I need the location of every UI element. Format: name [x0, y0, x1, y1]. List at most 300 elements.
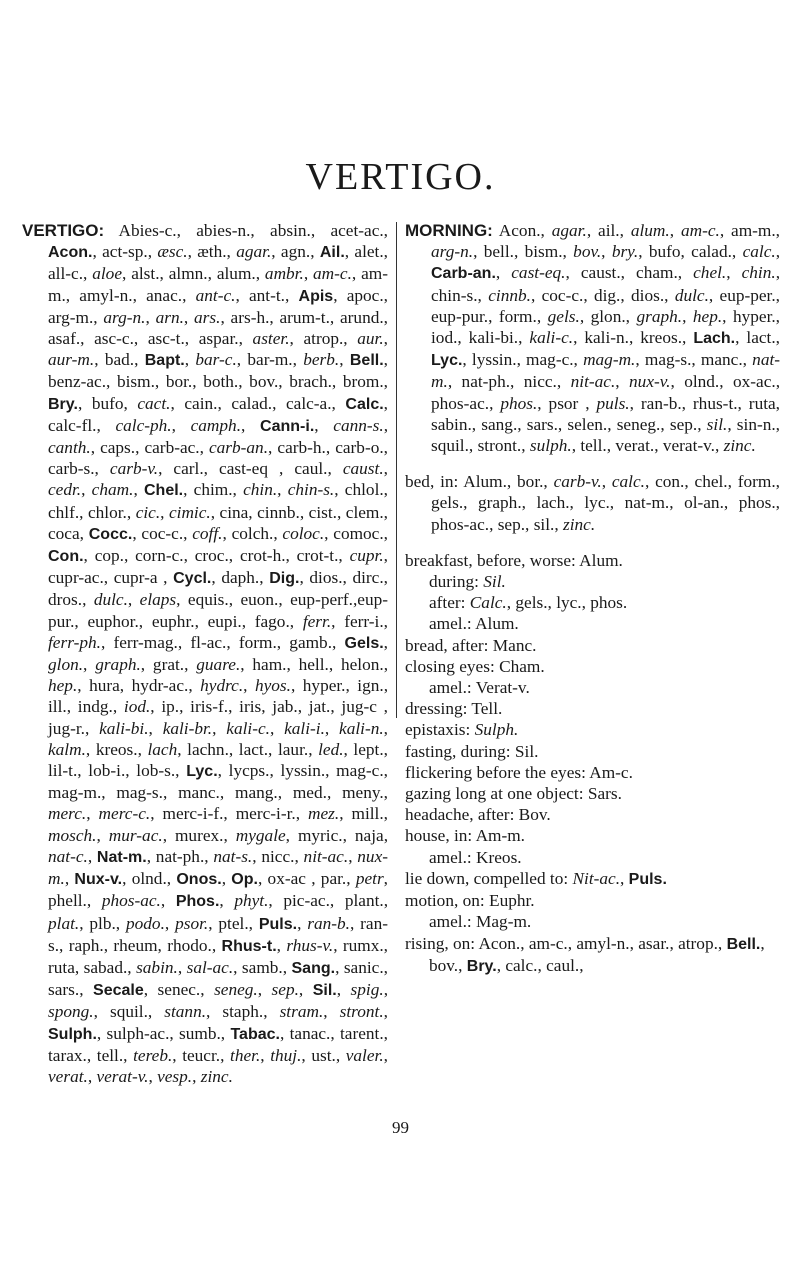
remedy-italic: carb-v.: [553, 472, 602, 492]
text-run: rising, on: Acon., am-c., amyl-n., asar., atrop.,: [405, 933, 727, 953]
remedy-bold: Chel.: [143, 482, 184, 500]
text-run: closing eyes: Cham.: [405, 656, 545, 676]
remedy-italic: aur-m.: [48, 350, 95, 370]
remedy-italic: calc.: [611, 472, 645, 492]
remedy-italic: nat-c.: [48, 846, 88, 866]
remedy-italic: sil.: [706, 414, 728, 434]
remedy-italic: kali-bi.: [99, 718, 149, 738]
remedy-italic: mag-m.: [583, 350, 636, 370]
remedy-bold: Sang.: [291, 959, 336, 977]
text-run: , ox-ac , par.,: [257, 869, 356, 889]
remedy-italic: chin.: [741, 263, 776, 283]
text-run: , lachn., lact., laur.,: [177, 739, 319, 759]
remedy-italic: bar-c.: [195, 350, 237, 370]
remedy-italic: am-c.: [313, 264, 352, 284]
text-run: ,: [221, 869, 232, 889]
text-run: , teucr.,: [172, 1045, 231, 1065]
text-run: , glon.,: [579, 306, 637, 326]
text-run: ,: [148, 1066, 158, 1086]
text-run: ,: [241, 415, 261, 435]
text-run: , hyper., iod., kali-bi.,: [431, 306, 781, 348]
remedy-italic: sal-ac.: [186, 957, 234, 977]
text-run: , calc., caul.,: [496, 955, 584, 975]
text-run: ,: [81, 480, 92, 500]
remedy-italic: Sil.: [483, 572, 506, 592]
text-run: , chlol., chlf., chlor.,: [48, 480, 389, 522]
remedy-italic: ferr.: [302, 611, 332, 631]
remedy-italic: kali-c.: [529, 328, 574, 348]
sub-rubric: [405, 804, 780, 825]
text-run: ,: [383, 718, 388, 738]
remedy-bold: Cann-i.: [260, 417, 315, 435]
remedy-italic: ran-b.: [307, 913, 350, 933]
remedy-italic: carb-an.: [208, 438, 269, 458]
text-run: ,: [164, 913, 176, 933]
text-run: , act-sp.,: [92, 242, 158, 262]
text-run: ,: [323, 1002, 340, 1022]
remedy-italic: ars.: [194, 307, 221, 327]
remedy-italic: Calc.: [469, 593, 507, 613]
sub-rubric: [405, 933, 780, 977]
text-run: ,: [495, 263, 512, 283]
remedy-italic: psor.: [175, 913, 209, 933]
text-run: , lycps., lyssin., mag-c., mag-m., mag-s., manc., mang., med., meny.,: [48, 761, 388, 803]
text-run: , comoc.,: [324, 523, 388, 543]
text-run: , plb.,: [79, 913, 126, 933]
text-run: , ham., hell., helon.,: [240, 655, 389, 675]
remedy-italic: mygale: [235, 825, 286, 845]
text-run: , daph.,: [211, 568, 270, 588]
text-run: , mill.,: [339, 804, 388, 824]
remedy-italic: stront.: [339, 1002, 384, 1022]
remedy-italic: mez.: [308, 804, 340, 824]
remedy-italic: kali-br.: [162, 718, 213, 738]
text-run: fasting, during: Sil.: [405, 741, 539, 761]
remedy-italic: verat.: [48, 1066, 88, 1086]
remedy-italic: nux-v.: [629, 372, 671, 392]
text-run: ,: [339, 350, 350, 370]
remedy-italic: hydrc.: [200, 676, 244, 696]
text-run: , alet., all-c.,: [48, 242, 389, 284]
remedy-bold: Cycl.: [173, 570, 212, 588]
text-run: , am-m., amyl-n., anac.,: [48, 264, 388, 305]
remedy-italic: valer.: [345, 1045, 384, 1065]
sub-rubric: [405, 656, 780, 677]
text-run: ,: [383, 459, 388, 479]
text-run: , æth.,: [187, 242, 237, 262]
remedy-italic: kali-c.: [226, 718, 270, 738]
text-run: dressing: Tell.: [405, 699, 503, 719]
remedy-italic: cimic.: [168, 502, 211, 522]
remedy-italic: hyos.: [254, 676, 291, 696]
remedy-italic: phyt.: [234, 891, 269, 911]
text-run: ,: [324, 718, 340, 738]
remedy-italic: merc-c.: [98, 804, 151, 824]
remedy-bold: Sulph.: [48, 1025, 97, 1043]
text-run: ,: [314, 415, 334, 435]
text-run: Acon.,: [492, 221, 552, 240]
rubric-heading: MORNING:: [405, 221, 493, 240]
remedy-italic: am-c.: [680, 221, 720, 240]
text-run: , psor ,: [537, 393, 597, 413]
remedy-italic: chin.: [243, 480, 278, 500]
text-run: ,: [160, 891, 176, 911]
sub-rubric: [405, 550, 780, 571]
remedy-italic: verat-v.: [96, 1066, 149, 1086]
text-run: bread, after: Manc.: [405, 635, 537, 655]
text-run: ,: [601, 472, 612, 492]
remedy-bold: Puls.: [628, 870, 667, 888]
remedy-italic: chel.: [693, 263, 727, 283]
text-run: Alum., bor.,: [458, 472, 554, 492]
remedy-italic: merc.: [48, 804, 87, 824]
remedy-italic: guare.: [196, 655, 241, 675]
text-run: during:: [429, 572, 484, 592]
remedy-italic: cupr.: [349, 546, 384, 566]
remedy-italic: dulc.: [674, 285, 709, 305]
remedy-italic: ther.: [230, 1045, 261, 1065]
remedy-italic: cann-s.: [333, 415, 384, 435]
text-run: , bar-m.,: [236, 350, 304, 370]
text-run: , nat-ph.,: [146, 846, 214, 866]
text-run: after:: [429, 593, 470, 613]
text-run: ,: [726, 263, 742, 283]
text-run: , chim.,: [183, 480, 244, 500]
text-run: , lyssin., mag-c.,: [462, 350, 584, 370]
remedy-bold: Ail.: [319, 244, 345, 262]
text-run: , ust.,: [301, 1045, 346, 1065]
remedy-italic: mosch.: [48, 825, 97, 845]
remedy-bold: Lyc.: [186, 763, 218, 781]
remedy-italic: agar.: [236, 242, 272, 262]
remedy-italic: nux-m.: [48, 846, 388, 889]
remedy-italic: lach: [147, 739, 178, 759]
text-run: ,: [297, 913, 308, 933]
remedy-bold: Lach.: [693, 330, 736, 348]
sub-rubric: [405, 762, 780, 783]
text-run: ,: [87, 1066, 97, 1086]
text-run: headache, after: Bov.: [405, 805, 551, 825]
remedy-italic: nat-s.: [213, 846, 253, 866]
text-run: ,: [383, 980, 389, 1000]
text-run: , coc-c., dig., dios.,: [530, 285, 675, 305]
text-run: , colch.,: [222, 523, 283, 543]
text-run: ,: [192, 1066, 201, 1086]
remedy-italic: ferr-ph.: [48, 632, 101, 652]
remedy-italic: graph.: [636, 306, 683, 326]
text-run: ,: [615, 372, 630, 392]
text-run: ,: [212, 718, 227, 738]
remedy-bold: Bell.: [349, 352, 384, 370]
text-run: ,: [276, 935, 287, 955]
rubric-heading: bed, in:: [405, 472, 459, 492]
remedy-italic: canth.: [48, 438, 91, 458]
sub-rubric: [405, 635, 780, 656]
text-run: ,: [171, 415, 191, 435]
text-run: , merc-i-f., merc-i-r.,: [150, 804, 308, 824]
text-run: breakfast, before, worse: Alum.: [405, 550, 623, 570]
remedy-italic: tereb.: [133, 1045, 173, 1065]
remedy-bold: Puls.: [258, 915, 298, 933]
text-run: ,: [160, 502, 169, 522]
remedy-italic: zinc.: [563, 514, 596, 534]
text-run: ,: [127, 590, 140, 610]
remedy-italic: ant-c.: [195, 285, 236, 305]
text-run: ,: [87, 846, 97, 866]
remedy-bold: Carb-an.: [431, 265, 496, 283]
text-run: , lact.,: [735, 328, 780, 348]
remedy-italic: aster.: [252, 329, 290, 349]
remedy-bold: Calc.: [345, 395, 384, 413]
text-run: ,: [336, 980, 351, 1000]
text-run: , bufo, calad.,: [638, 242, 743, 262]
text-run: ,: [601, 242, 612, 262]
remedy-italic: Nit-ac.: [572, 868, 621, 888]
text-run: ,: [383, 329, 388, 349]
text-run: amel.: Alum.: [429, 614, 519, 634]
remedy-italic: kalm.: [48, 739, 86, 759]
text-run: ,: [177, 957, 187, 977]
text-run: , chin-s.,: [431, 263, 781, 305]
remedy-italic: sep.: [271, 980, 299, 1000]
sub-rubric: [405, 677, 780, 698]
text-run: , carb-h., carb-o., carb-s.,: [48, 438, 388, 479]
text-run: ,: [96, 825, 109, 845]
remedy-italic: podo.: [126, 913, 165, 933]
remedy-italic: mur-ac.: [108, 825, 163, 845]
remedy-italic: led.: [318, 739, 344, 759]
text-run: ,: [148, 718, 163, 738]
remedy-italic: zinc.: [723, 436, 756, 456]
text-run: ,: [383, 415, 389, 435]
text-run: , nicc.,: [252, 846, 304, 866]
sub-rubric: [405, 571, 780, 592]
text-run: , kali-n., kreos.,: [573, 328, 694, 348]
text-run: , apoc., arg-m.,: [48, 285, 388, 327]
text-run: , phell.,: [48, 869, 388, 911]
remedy-italic: kali-n.: [339, 718, 384, 738]
sub-rubric: [405, 613, 780, 634]
remedy-bold: Secale: [93, 982, 144, 1000]
sub-rubric: [405, 847, 780, 868]
remedy-italic: cedr.: [48, 480, 82, 500]
text-run: ,: [260, 1045, 271, 1065]
text-run: ,: [184, 350, 196, 370]
text-run: ,: [383, 1045, 388, 1065]
remedy-italic: nit-ac.: [303, 846, 349, 866]
remedy-italic: plat.: [48, 913, 80, 933]
remedy-italic: gels.: [547, 306, 580, 326]
text-run: , ant-t.,: [235, 285, 299, 305]
text-run: , tell., verat., verat-v.,: [571, 436, 724, 456]
rubric-entry: [405, 220, 780, 456]
text-run: , ail.,: [586, 221, 631, 240]
remedy-bold: Lyc.: [431, 352, 463, 370]
page-title: VERTIGO.: [305, 156, 496, 198]
remedy-bold: Nux-v.: [74, 871, 123, 889]
text-run: , carl., cast-eq , caul.,: [158, 459, 343, 479]
text-run: , mag-s., manc.,: [635, 350, 753, 370]
sub-rubric: [405, 890, 780, 911]
sub-rubric: [405, 592, 780, 613]
text-run: , cain., calad., calc-a.,: [170, 393, 346, 413]
rubric-heading: VERTIGO:: [22, 221, 105, 240]
remedy-italic: hep.: [48, 676, 78, 696]
remedy-bold: Bry.: [48, 395, 78, 413]
text-run: , ran-s., raph., rheum, rhodo.,: [48, 913, 388, 955]
remedy-italic: iod.: [123, 697, 151, 717]
remedy-italic: graph.: [95, 655, 141, 675]
sub-rubric: [405, 719, 780, 740]
remedy-bold: Nat-m.: [96, 848, 147, 866]
remedy-italic: puls.: [596, 393, 630, 413]
text-run: , lept., lil-t., lob-i., lob-s.,: [48, 739, 388, 781]
column-divider: [396, 222, 397, 718]
text-run: , caust., cham.,: [565, 263, 694, 283]
remedy-bold: Bapt.: [144, 352, 185, 370]
text-run: ,: [303, 264, 314, 284]
left-column: [22, 220, 388, 1087]
remedy-italic: kali-i.: [284, 718, 325, 738]
text-run: , calc-fl.,: [48, 393, 388, 435]
right-column: [405, 220, 780, 977]
rubric-entry: [22, 220, 388, 1087]
text-run: , caps., carb-ac.,: [90, 438, 209, 458]
remedy-italic: cic.: [135, 502, 161, 522]
remedy-italic: chin-s.: [287, 480, 335, 500]
remedy-italic: phos.: [500, 393, 538, 413]
text-run: , ferr-mag., fl-ac., form., gamb.,: [100, 632, 345, 652]
text-run: , alst., almn., alum.,: [122, 264, 265, 284]
text-run: ,: [775, 242, 781, 262]
text-run: ,: [219, 891, 235, 911]
text-run: , gels., lyc., phos.: [506, 593, 628, 613]
text-run: , sin-n., squil., stront.,: [431, 414, 781, 456]
remedy-italic: spig.: [350, 980, 384, 1000]
text-run: , eup-per., eup-pur., form.,: [431, 285, 781, 326]
sub-rubric: [405, 698, 780, 719]
text-run: , kreos.,: [85, 739, 148, 759]
remedy-italic: calc-ph.: [115, 415, 172, 435]
remedy-italic: æsc.: [157, 242, 188, 262]
text-run: ,: [277, 480, 288, 500]
sub-rubric: [405, 783, 780, 804]
remedy-italic: bry.: [611, 242, 639, 262]
remedy-italic: caust.: [342, 459, 384, 479]
sub-rubric: [405, 825, 780, 846]
text-run: , dios., dirc., dros.,: [48, 568, 388, 610]
text-run: gazing long at one object: Sars.: [405, 784, 622, 804]
sub-rubric: [405, 868, 780, 890]
text-run: ,: [145, 307, 156, 327]
remedy-italic: camph.: [190, 415, 242, 435]
remedy-italic: berb.: [303, 350, 340, 370]
text-run: ,: [298, 980, 313, 1000]
remedy-italic: phos-ac.: [101, 891, 161, 911]
text-run: ,: [383, 632, 388, 652]
text-run: ,: [348, 846, 358, 866]
text-run: , ip., iris-f., iris, jab., jat., jug-c , jug-r.,: [48, 697, 388, 738]
text-run: , coc-c.,: [132, 523, 193, 543]
remedy-italic: cham.: [91, 480, 134, 500]
text-run: , rumx., ruta, sabad.,: [48, 935, 389, 977]
text-run: , cop., corn-c., croc., crot-h., crot-t.,: [83, 546, 350, 566]
text-run: ,: [257, 980, 272, 1000]
text-run: , con., chel., form., gels., graph., lach., lyc., nat-m., ol-an., phos., phos-ac., sep., sil.,: [431, 472, 780, 534]
text-run: , hura, hydr-ac.,: [77, 676, 201, 696]
text-run: , grat.,: [140, 655, 197, 675]
text-run: , olnd.,: [122, 869, 177, 889]
text-run: amel.: Mag-m.: [429, 912, 532, 932]
remedy-italic: vesp.: [157, 1066, 193, 1086]
remedy-bold: Acon.: [48, 244, 93, 262]
remedy-italic: dulc.: [93, 590, 128, 610]
text-run: , am-m.,: [719, 221, 780, 240]
text-run: , cupr-ac., cupr-a ,: [48, 546, 388, 588]
remedy-italic: cast-eq.: [511, 263, 566, 283]
text-run: , myric., naja,: [285, 825, 389, 845]
remedy-italic: petr: [355, 869, 384, 889]
text-run: ,: [86, 804, 99, 824]
remedy-italic: hep.: [692, 306, 723, 326]
text-run: , benz-ac., bism., bor., both., bov., brach., brom.,: [48, 350, 388, 392]
remedy-italic: aur.: [357, 329, 384, 349]
text-run: motion, on: Euphr.: [405, 891, 535, 911]
text-run: ,: [669, 221, 681, 240]
remedy-italic: zinc.: [200, 1066, 233, 1086]
remedy-italic: calc.: [742, 242, 776, 262]
remedy-italic: seneg.: [214, 980, 258, 1000]
remedy-italic: sulph.: [529, 436, 572, 456]
remedy-bold: Apis: [298, 287, 334, 305]
text-run: , olnd., ox-ac., phos-ac.,: [431, 372, 781, 413]
remedy-bold: Rhus-t.: [221, 937, 277, 955]
remedy-italic: coloc.: [282, 523, 325, 543]
remedy-italic: agar.: [551, 221, 587, 240]
remedy-italic: stram.: [279, 1002, 324, 1022]
text-run: , bov.,: [429, 933, 765, 975]
text-run: , hyper., ign., ill., indg.,: [48, 676, 389, 717]
remedy-italic: nit-ac.: [570, 372, 616, 392]
remedy-italic: Sulph.: [474, 720, 519, 740]
remedy-bold: Gels.: [344, 634, 384, 652]
remedy-italic: arg-n.: [431, 242, 474, 262]
text-run: ,: [183, 307, 195, 327]
remedy-bold: Dig.: [269, 570, 300, 588]
text-run: , senec.,: [143, 980, 215, 1000]
sub-rubric: [405, 911, 780, 932]
page-number: 99: [392, 1118, 409, 1137]
text-run: ,: [64, 869, 75, 889]
remedy-bold: Sil.: [312, 982, 337, 1000]
remedy-italic: alum.: [630, 221, 670, 240]
remedy-italic: spong.: [48, 1002, 94, 1022]
remedy-italic: ambr.: [264, 264, 304, 284]
remedy-italic: nat-m.: [431, 350, 781, 392]
text-run: , nat-ph., nicc.,: [447, 372, 571, 392]
text-run: , bad.,: [94, 350, 145, 370]
remedy-bold: Op.: [231, 871, 258, 889]
text-run: , bell., bism.,: [473, 242, 574, 262]
text-run: flickering before the eyes: Am-c.: [405, 762, 633, 782]
text-run: , pic-ac., plant.,: [268, 891, 389, 911]
text-run: ,: [133, 480, 144, 500]
remedy-italic: arg-n.: [103, 307, 146, 327]
text-run: , equis., euon., eup-perf.,eup-pur., euphor., euphr., eupi., fago.,: [48, 590, 388, 631]
remedy-italic: rhus-v.: [286, 935, 334, 955]
remedy-italic: aloe: [92, 264, 122, 284]
remedy-bold: Con.: [48, 548, 84, 566]
